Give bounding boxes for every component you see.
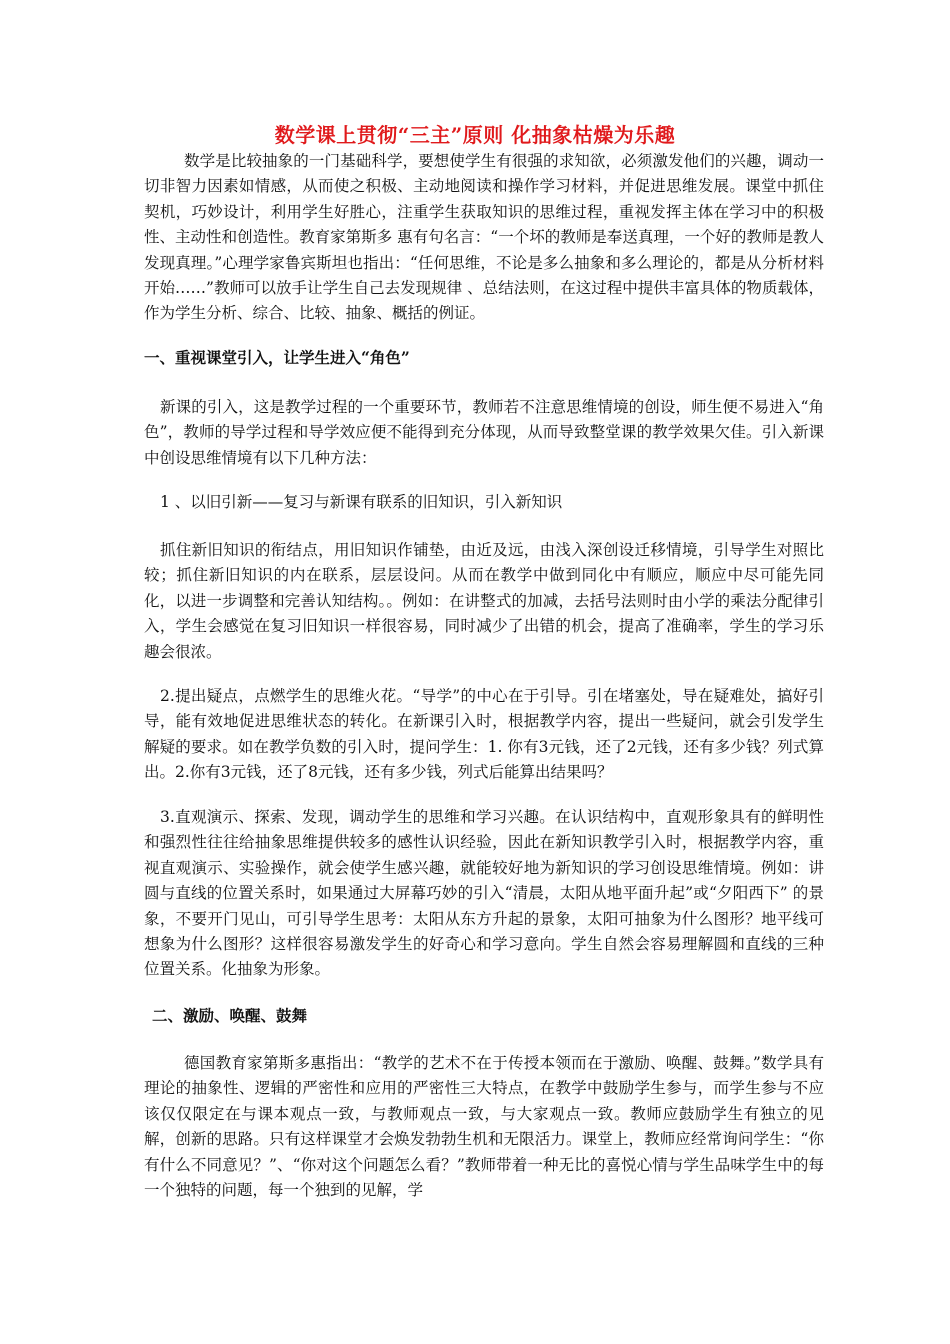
section2-paragraph: 德国教育家第斯多惠指出：“教学的艺术不在于传授本领而在于激励、唤醒、鼓舞。”数学具有理论的抽象性、逻辑的严密性和应用的严密性三大特点，在教学中鼓励学生参与，而学生参与不应该仅仅限定在与课本观点一致，与教师观点一致，与大家观点一致。教师应鼓励学生有独立的见解，创新的思路。只有这样课堂才会焕发勃勃生机和无限活力。课堂上，教师应经常询问学生：“你有什么不同意见？”、“你对这个问题怎么看？”教师带着一种无比的喜悦心情与学生品味学生中的每一个独特的问题，每一个独到的见解，学 [144,1054,824,1200]
section2-heading: 二、激励、唤醒、鼓舞 [152,1006,308,1025]
item2-paragraph: 2.提出疑点，点燃学生的思维火花。“导学”的中心在于引导。引在堵塞处，导在疑难处，搞好引导，能有效地促进思维状态的转化。在新课引入时，根据教学内容，提出一些疑问，就会引发学生解疑的要求。如在教学负数的引入时，提问学生：1. 你有3元钱，还了2元钱，还有多少钱？列式算出。2.你有3元钱，还了8元钱，还有多少钱，列式后能算出结果吗？ [144,687,824,782]
item1-paragraph: 抓住新旧知识的衔结点，用旧知识作铺垫，由近及远，由浅入深创设迁移情境，引导学生对照比较；抓住新旧知识的内在联系，层层设问。从而在教学中做到同化中有顺应，顺应中尽可能先同化，以进一步调整和完善认知结构。。例如：在讲整式的加减，去括号法则时由小学的乘法分配律引入，学生会感觉在复习旧知识一样很容易，同时减少了出错的机会，提高了准确率，学生的学习乐趣会很浓。 [144,541,824,661]
intro-paragraph: 数学是比较抽象的一门基础科学，要想使学生有很强的求知欲，必须激发他们的兴趣，调动一切非智力因素如情感，从而使之积极、主动地阅读和操作学习材料，并促进思维发展。课堂中抓住契机，巧妙设计，利用学生好胜心，注重学生获取知识的思维过程，重视发挥主体在学习中的积极性、主动性和创造性。教育家第斯多 惠有句名言：“一个坏的教师是奉送真理，一个好的教师是教人发现真理。”心理学家鲁宾斯坦也指出：“任何思维，不论是多么抽象和多么理论的，都是从分析材料开始……”教师可以放手让学生自己去发现规律 、总结法则，在这过程中提供丰富具体的物质载体，作为学生分析、综合、比较、抽象、概括的例证。 [144,152,824,323]
document-title: 数学课上贯彻“三主”原则 化抽象枯燥为乐趣 [274,123,676,147]
section1-heading: 一、重视课堂引入，让学生进入“角色” [144,348,410,367]
section1-intro-paragraph: 新课的引入，这是教学过程的一个重要环节，教师若不注意思维情境的创设，师生便不易进入“角色”，教师的导学过程和导学效应便不能得到充分体现，从而导致整堂课的教学效果欠佳。引入新课中创设思维情境有以下几种方法： [144,398,824,467]
item3-paragraph: 3.直观演示、探索、发现，调动学生的思维和学习兴趣。在认识结构中，直观形象具有的鲜明性和强烈性往往给抽象思维提供较多的感性认识经验，因此在新知识教学引入时，根据教学内容，重视直观演示、实验操作，就会使学生感兴趣，就能较好地为新知识的学习创设思维情境。例如：讲圆与直线的位置关系时，如果通过大屏幕巧妙的引入“清晨，太阳从地平面升起”或“夕阳西下” 的景象，不要开门见山，可引导学生思考：太阳从东方升起的景象，太阳可抽象为什么图形？地平线可想象为什么图形？这样很容易激发学生的好奇心和学习意向。学生自然会容易理解圆和直线的三种位置关系。化抽象为形象。 [144,808,824,979]
item1-heading: 1 、以旧引新——复习与新课有联系的旧知识，引入新知识 [160,493,563,511]
